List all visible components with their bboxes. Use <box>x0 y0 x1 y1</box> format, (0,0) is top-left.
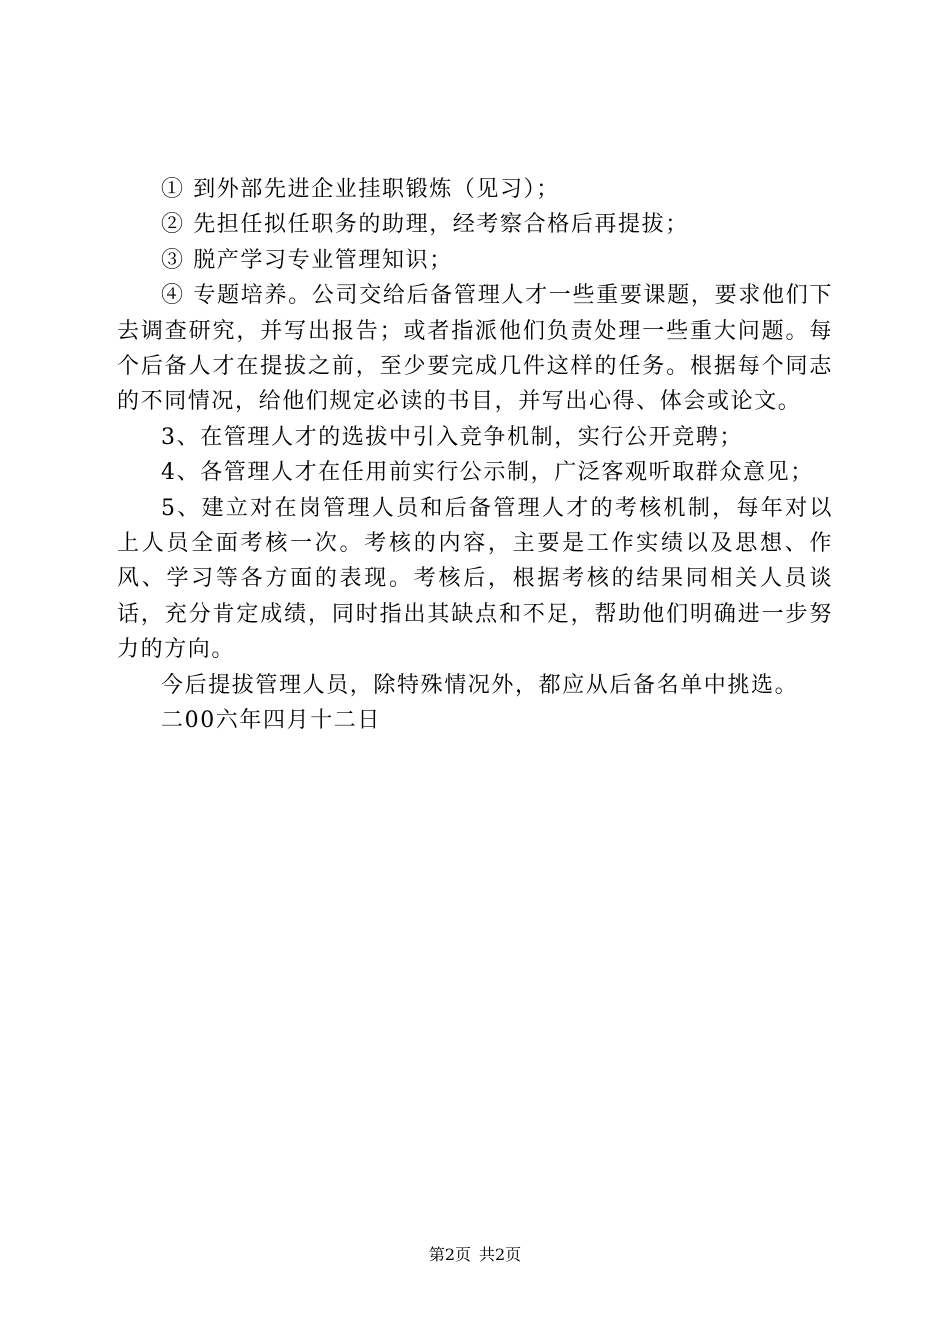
paragraph-competition-mechanism: 3、在管理人才的选拔中引入竞争机制，实行公开竞聘； <box>161 424 743 450</box>
list-item-external-training: ① 到外部先进企业挂职锻炼（见习）； <box>161 177 560 202</box>
page-number: 第2页 <box>428 1245 471 1264</box>
list-item-special-training: ④ 专题培养。公司交给后备管理人才一些重要课题，要求他们下去调查研究，并写出报告；或者指派他们负责处理一些重大问题。每个后备人才在提拔之前，至少要完成几件这样的任务。根据每个同志的不同情况，给他们规定必读的书目，并写出心得、体会或论文。 <box>117 283 833 415</box>
page-total: 共2页 <box>479 1245 522 1264</box>
list-item-assistant-role: ② 先担任拟任职务的助理，经考察合格后再提拔； <box>161 212 689 238</box>
paragraph-public-notice: 4、各管理人才在任用前实行公示制，广泛客观听取群众意见； <box>161 460 814 486</box>
paragraph-selection-rule: 今后提拔管理人员，除特殊情况外，都应从后备名单中挑选。 <box>161 672 799 698</box>
document-body <box>117 172 833 739</box>
page-footer <box>0 1245 950 1265</box>
list-item-study-leave: ③ 脱产学习专业管理知识； <box>161 247 453 273</box>
document-date: 二00六年四月十二日 <box>161 708 381 734</box>
paragraph-assessment-mechanism: 5、建立对在岗管理人员和后备管理人才的考核机制，每年对以上人员全面考核一次。考核的内容，主要是工作实绩以及思想、作风、学习等各方面的表现。考核后，根据考核的结果同相关人员谈话，充分肯定成绩，同时指出其缺点和不足，帮助他们明确进一步努力的方向。 <box>117 495 833 663</box>
